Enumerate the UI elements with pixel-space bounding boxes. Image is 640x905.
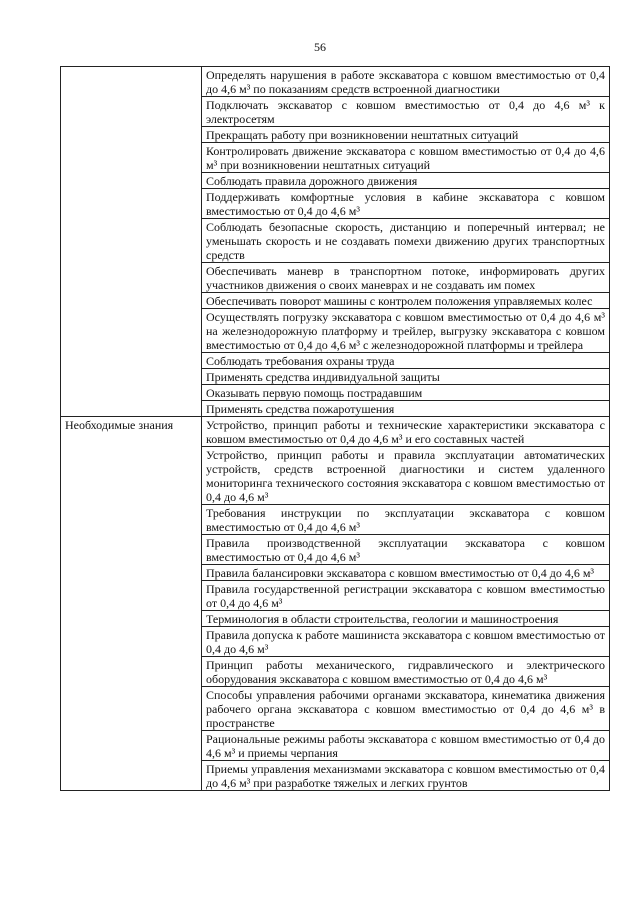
table-row: [61, 67, 610, 97]
knowledge-item: Устройство, принцип работы и технические характеристики экскаватора с ковшом вместимостью от 0,4 до 4,6 м³ и его составных частей: [202, 417, 610, 447]
skill-item: Соблюдать правила дорожного движения: [202, 173, 610, 189]
knowledge-item: Правила производственной эксплуатации экскаватора с ковшом вместимостью от 0,4 до 4,6 м³: [202, 535, 610, 565]
skill-item: Применять средства индивидуальной защиты: [202, 369, 610, 385]
skill-item: Оказывать первую помощь пострадавшим: [202, 385, 610, 401]
skill-item: Осуществлять погрузку экскаватора с ковшом вместимостью от 0,4 до 4,6 м³ на железнодорожную платформу и трейлер, выгрузку экскаватора с ковшом вместимостью от 0,4 до 4,6 м³ с железнодорожной платформы и трейлера: [202, 309, 610, 353]
knowledge-item: Рациональные режимы работы экскаватора с ковшом вместимостью от 0,4 до 4,6 м³ и приемы черпания: [202, 731, 610, 761]
skill-item: Соблюдать безопасные скорость, дистанцию и поперечный интервал; не уменьшать скорость и не создавать помехи движению других транспортных средств: [202, 219, 610, 263]
skill-item: Прекращать работу при возникновении нештатных ситуаций: [202, 127, 610, 143]
knowledge-item: Способы управления рабочими органами экскаватора, кинематика движения рабочего органа экскаватора с ковшом вместимостью от 0,4 до 4,6 м³ в пространстве: [202, 687, 610, 731]
knowledge-item: Правила балансировки экскаватора с ковшом вместимостью от 0,4 до 4,6 м³: [202, 565, 610, 581]
table-row: [61, 417, 610, 447]
skill-item: Обеспечивать маневр в транспортном потоке, информировать других участников движения о своих маневрах и не создавать им помех: [202, 263, 610, 293]
skill-item: Соблюдать требования охраны труда: [202, 353, 610, 369]
skill-item: Определять нарушения в работе экскаватора с ковшом вместимостью от 0,4 до 4,6 м³ по показаниям средств встроенной диагностики: [202, 67, 610, 97]
skill-item: Подключать экскаватор с ковшом вместимостью от 0,4 до 4,6 м³ к электросетям: [202, 97, 610, 127]
skill-item: Обеспечивать поворот машины с контролем положения управляемых колес: [202, 293, 610, 309]
knowledge-item: Терминология в области строительства, геологии и машиностроения: [202, 611, 610, 627]
skill-item: Контролировать движение экскаватора с ковшом вместимостью от 0,4 до 4,6 м³ при возникновении нештатных ситуаций: [202, 143, 610, 173]
skill-item: Применять средства пожаротушения: [202, 401, 610, 417]
knowledge-item: Приемы управления механизмами экскаватора с ковшом вместимостью от 0,4 до 4,6 м³ при разработке тяжелых и легких грунтов: [202, 761, 610, 791]
page-number: 56: [314, 40, 326, 54]
knowledge-item: Правила допуска к работе машиниста экскаватора с ковшом вместимостью от 0,4 до 4,6 м³: [202, 627, 610, 657]
knowledge-item: Устройство, принцип работы и правила эксплуатации автоматических устройств, средств встроенной диагностики и систем удаленного мониторинга технического состояния экскаватора с ковшом вместимостью от 0,4 до 4,6 м³: [202, 447, 610, 505]
knowledge-label: Необходимые знания: [61, 417, 202, 791]
knowledge-item: Принцип работы механического, гидравлического и электрического оборудования экскаватора с ковшом вместимостью от 0,4 до 4,6 м³: [202, 657, 610, 687]
knowledge-item: Правила государственной регистрации экскаватора с ковшом вместимостью от 0,4 до 4,6 м³: [202, 581, 610, 611]
skill-item: Поддерживать комфортные условия в кабине экскаватора с ковшом вместимостью от 0,4 до 4,6 м³: [202, 189, 610, 219]
knowledge-item: Требования инструкции по эксплуатации экскаватора с ковшом вместимостью от 0,4 до 4,6 м³: [202, 505, 610, 535]
competency-table: [60, 66, 610, 791]
skills-label-cell: [61, 67, 202, 417]
